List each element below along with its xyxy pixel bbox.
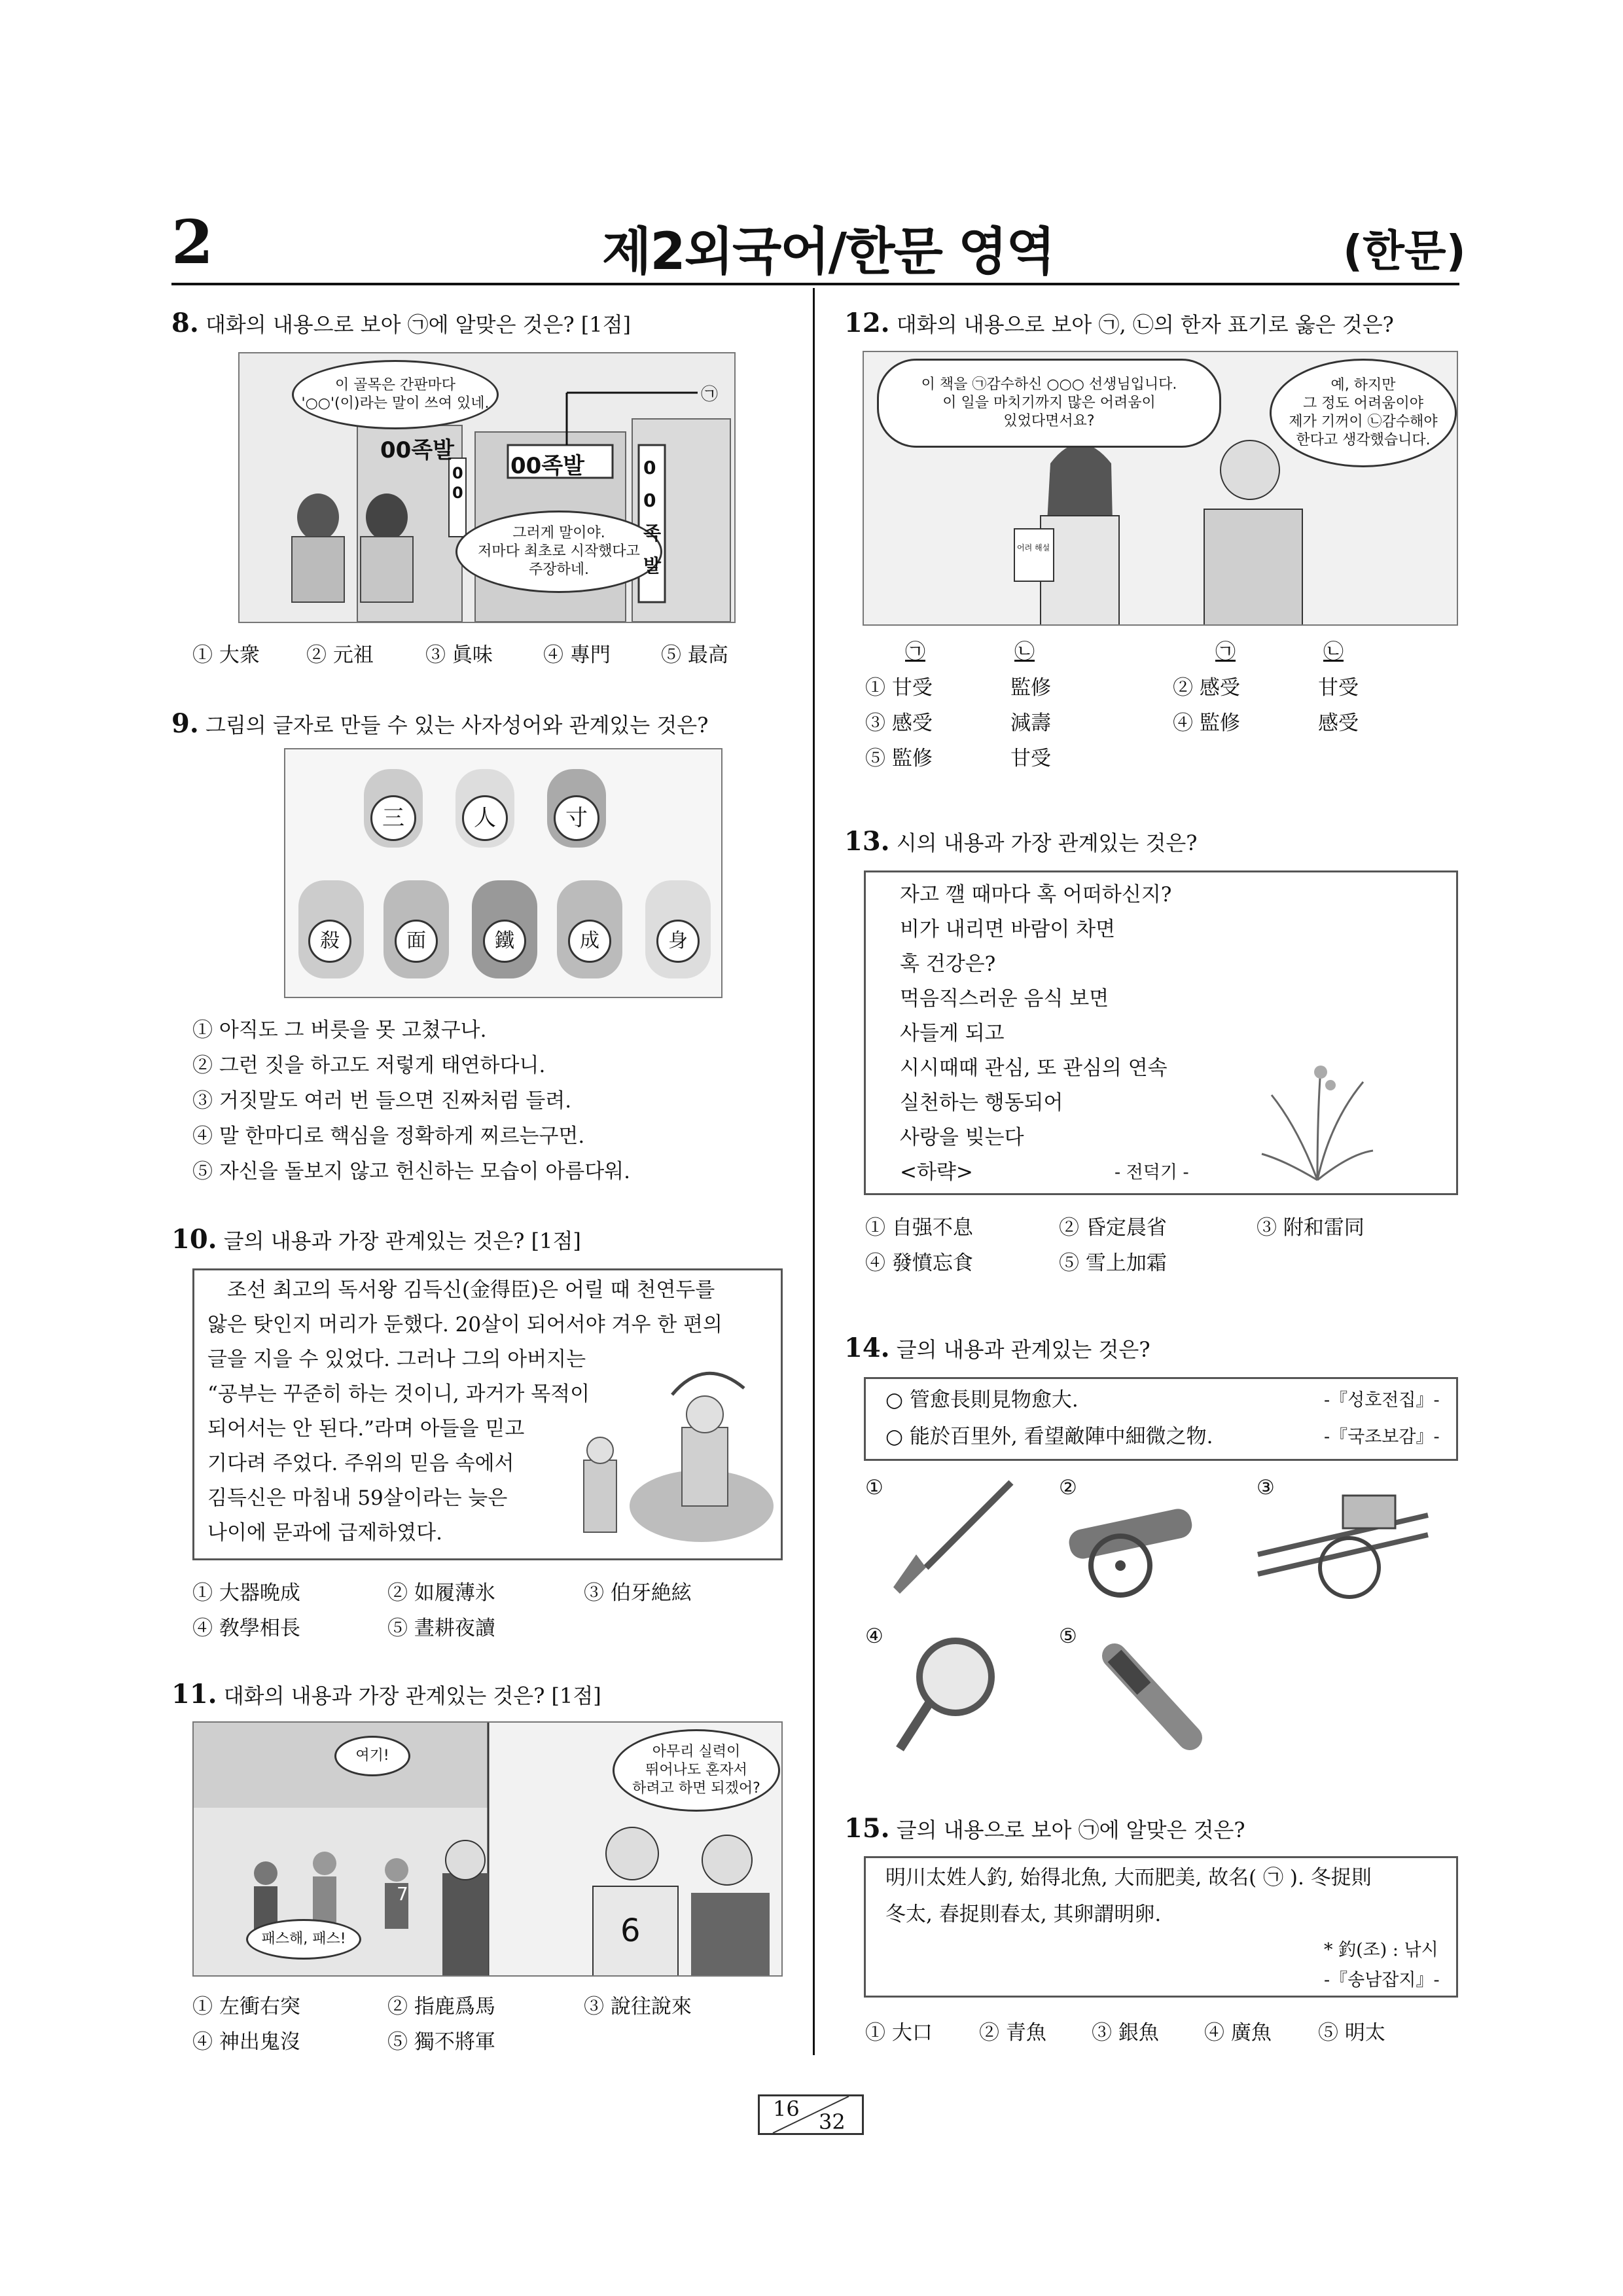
q9-option-2[interactable]: ② 그런 짓을 하고도 저렇게 태연하다니. [192,1054,546,1077]
q12-option-4b: 感受 [1318,711,1359,735]
header-divider [171,283,1459,285]
q9-bear-illustration [284,748,722,998]
question-11: 11. 대화의 내용과 가장 관계있는 것은? [1점] [171,1679,601,1710]
q12-col-a-2: ㉠ [1215,640,1236,664]
q13-option-5[interactable]: ⑤ 雪上加霜 [1059,1251,1167,1275]
q15-option-5[interactable]: ⑤ 明太 [1318,2021,1385,2045]
q8-option-5[interactable]: ⑤ 最高 [661,643,728,667]
q15-line-1: 明川太姓人釣, 始得北魚, 大而肥美, 故名( ㉠ ). 冬捉則 [885,1866,1372,1890]
jersey-number: 6 [620,1912,641,1949]
q9-option-5[interactable]: ⑤ 자신을 돌보지 않고 헌신하는 모습이 아름다워. [192,1160,630,1183]
question-15: 15. 글의 내용으로 보아 ㉠에 알맞은 것은? [844,1813,1245,1844]
q13-line-2: 비가 내리면 바람이 차면 [900,918,1116,941]
marker-a: ㉠ [701,385,719,404]
q10-option-2[interactable]: ② 如履薄氷 [387,1581,495,1605]
q12-col-a-1: ㉠ [905,640,925,664]
q10-line-1: 조선 최고의 독서왕 김득신(金得臣)은 어릴 때 천연두를 [227,1278,715,1302]
q15-line-2: 冬太, 春捉則春太, 其卵謂明卵. [885,1903,1162,1926]
q9-option-1[interactable]: ① 아직도 그 버릇을 못 고쳤구나. [192,1018,487,1042]
question-8: 8. 대화의 내용으로 보아 ㉠에 알맞은 것은? [1점] [171,308,632,338]
q13-line-1: 자고 깰 때마다 혹 어떠하신지? [900,883,1172,906]
question-9: 9. 그림의 글자로 만들 수 있는 사자성어와 관계있는 것은? [171,708,709,739]
q12-option-2[interactable]: ② 感受 [1173,676,1240,700]
q12-option-4[interactable]: ④ 監修 [1173,711,1240,735]
q11-option-4[interactable]: ④ 神出鬼沒 [192,2030,300,2054]
q12-option-3b: 減壽 [1010,711,1051,735]
q8-illustration [238,352,736,623]
q14-option-3[interactable]: ③ [1257,1476,1275,1499]
q10-passage-box [192,1268,783,1560]
char-bottom-3: 鐵 [483,920,526,963]
q11-illustration [192,1721,783,1977]
book-label: 어려 해설 [1017,543,1050,552]
q10-line-6: 기다려 주었다. 주위의 믿음 속에서 [207,1452,514,1475]
q13-line-4: 먹음직스러운 음식 보면 [900,987,1109,1011]
q9-option-3[interactable]: ③ 거짓말도 여러 번 들으면 진짜처럼 들려. [192,1089,572,1113]
q12-option-5[interactable]: ⑤ 監修 [865,747,933,770]
q15-option-4[interactable]: ④ 廣魚 [1204,2021,1272,2045]
q10-line-3: 글을 지을 수 있었다. 그러나 그의 아버지는 [207,1348,586,1371]
speech-bubble-guest: 예, 하지만 그 정도 어려움이야 제가 기꺼이 ㉡감수해야 한다고 생각했습니다. [1270,359,1457,467]
char-bottom-4: 成 [568,920,611,963]
q13-option-3[interactable]: ③ 附和雷同 [1257,1216,1364,1240]
q14-source-1: -『성호전집』- [1324,1390,1440,1410]
q15-passage-box [864,1856,1458,1998]
q13-line-8: 사랑을 빚는다 [900,1126,1024,1149]
jersey-number-7: 7 [397,1883,408,1905]
speech-bubble-coach: 아무리 실력이 뛰어나도 혼자서 하려고 하면 되겠어? [613,1729,780,1812]
page-number: 2 [171,207,214,278]
current-page: 16 [773,2096,800,2121]
speech-bubble-pass: 패스해, 패스! [246,1919,361,1960]
q14-source-2: -『국조보감』- [1324,1427,1440,1447]
scholar-on-horse-image [558,1349,774,1552]
speech-bubble-left: 이 골목은 간판마다 '○○'(이)라는 말이 쓰여 있네. [292,360,499,429]
q15-source: -『송남잡지』- [1324,1970,1440,1990]
q13-option-2[interactable]: ② 昏定晨省 [1059,1216,1167,1240]
char-top-3: 寸 [554,795,599,841]
q8-option-4[interactable]: ④ 專門 [543,643,611,667]
question-13: 13. 시의 내용과 가장 관계있는 것은? [844,826,1198,857]
q15-option-2[interactable]: ② 青魚 [979,2021,1046,2045]
q13-line-6: 시시때때 관심, 또 관심의 연속 [900,1056,1168,1080]
q14-option-4[interactable]: ④ [865,1624,883,1648]
q12-col-b-1: ㉡ [1014,640,1035,664]
q12-option-3[interactable]: ③ 感受 [865,711,933,735]
q12-option-2b: 甘受 [1318,676,1359,700]
q10-line-7: 김득신은 마침내 59살이라는 늦은 [207,1486,508,1510]
shop-sign-1: 00족발 [380,437,455,463]
shop-sign-target: 00족발 [510,453,585,479]
q11-option-3[interactable]: ③ 說往說來 [584,1995,692,2018]
q15-note: * 釣(조) : 낚시 [1324,1940,1438,1960]
q12-col-b-2: ㉡ [1323,640,1344,664]
q8-option-2[interactable]: ② 元祖 [306,643,374,667]
subject-label: (한문) [1343,226,1466,276]
q11-option-1[interactable]: ① 左衝右突 [192,1995,300,2018]
q13-line-5: 사들게 되고 [900,1022,1005,1045]
q13-author: - 전덕기 - [1115,1162,1189,1183]
char-bottom-5: 身 [656,920,700,963]
char-bottom-1: 殺 [308,920,351,963]
q13-line-7: 실천하는 행동되어 [900,1091,1063,1115]
char-top-1: 三 [370,795,416,841]
vertical-sign-1: 0 0 [452,464,463,502]
q11-option-5[interactable]: ⑤ 獨不將軍 [387,2030,495,2054]
musket-image [887,1476,1018,1607]
q10-option-3[interactable]: ③ 伯牙絶絃 [584,1581,692,1605]
q14-option-2[interactable]: ② [1059,1476,1077,1499]
q14-option-5[interactable]: ⑤ [1059,1624,1077,1648]
total-pages: 32 [819,2109,846,2134]
q10-option-5[interactable]: ⑤ 晝耕夜讀 [387,1617,495,1640]
q15-option-1[interactable]: ① 大口 [865,2021,933,2045]
q14-line-1: ○ 管愈長則見物愈大. [885,1388,1079,1412]
q8-option-3[interactable]: ③ 眞味 [425,643,493,667]
question-12: 12. 대화의 내용으로 보아 ㉠, ㉡의 한자 표기로 옳은 것은? [844,308,1394,338]
column-divider [813,288,815,2055]
q13-option-4[interactable]: ④ 發憤忘食 [865,1251,973,1275]
q11-option-2[interactable]: ② 指鹿爲馬 [387,1995,495,2018]
q10-line-2: 앓은 탓인지 머리가 둔했다. 20살이 되어서야 겨우 한 편의 [207,1313,722,1336]
q14-line-2: ○ 能於百里外, 看望敵陣中細微之物. [885,1425,1213,1448]
q12-illustration [863,351,1458,626]
char-bottom-2: 面 [395,920,438,963]
speech-bubble-host: 이 책을 ㉠감수하신 ○○○ 선생님입니다. 이 일을 마치기까지 많은 어려움이 있었다면서요? [877,359,1221,448]
orchid-plant-image [1258,1056,1376,1187]
q10-line-8: 나이에 문과에 급제하였다. [207,1521,442,1545]
q8-option-1[interactable]: ① 大衆 [192,643,260,667]
char-top-2: 人 [462,795,508,841]
q14-passage-box [864,1377,1458,1461]
q15-option-3[interactable]: ③ 銀魚 [1092,2021,1159,2045]
question-14: 14. 글의 내용과 관계있는 것은? [844,1333,1150,1363]
q10-option-1[interactable]: ① 大器晩成 [192,1581,300,1605]
q13-line-3: 혹 건강은? [900,952,996,976]
page-indicator [758,2094,864,2135]
telescope-image [1092,1633,1209,1764]
q14-option-1[interactable]: ① [865,1476,883,1499]
question-10: 10. 글의 내용과 가장 관계있는 것은? [1점] [171,1224,581,1255]
q13-poem-box [864,870,1458,1195]
q12-option-1b: 監修 [1010,676,1051,700]
q13-line-9: <하략> [900,1160,973,1184]
q12-option-5b: 甘受 [1010,747,1051,770]
speech-bubble-right: 그러게 말이야. 저마다 최초로 시작했다고 주장하네. [455,511,662,593]
cart-weapon-image [1251,1476,1435,1607]
speech-bubble-here: 여기! [334,1736,410,1776]
cannon-image [1055,1480,1199,1605]
magnifying-glass-image [887,1631,1005,1762]
q10-line-5: 되어서는 안 된다.”라며 아들을 믿고 [207,1417,525,1441]
q10-option-4[interactable]: ④ 敎學相長 [192,1617,300,1640]
q9-option-4[interactable]: ④ 말 한마디로 핵심을 정확하게 찌르는구먼. [192,1124,585,1148]
q10-line-4: “공부는 꾸준히 하는 것이니, 과거가 목적이 [207,1382,590,1406]
q12-option-1[interactable]: ① 甘受 [865,676,933,700]
section-title: 제2외국어/한문 영역 [602,223,1054,281]
vertical-sign-2: 0 0 족 발 [643,457,662,577]
q13-option-1[interactable]: ① 自强不息 [865,1216,973,1240]
